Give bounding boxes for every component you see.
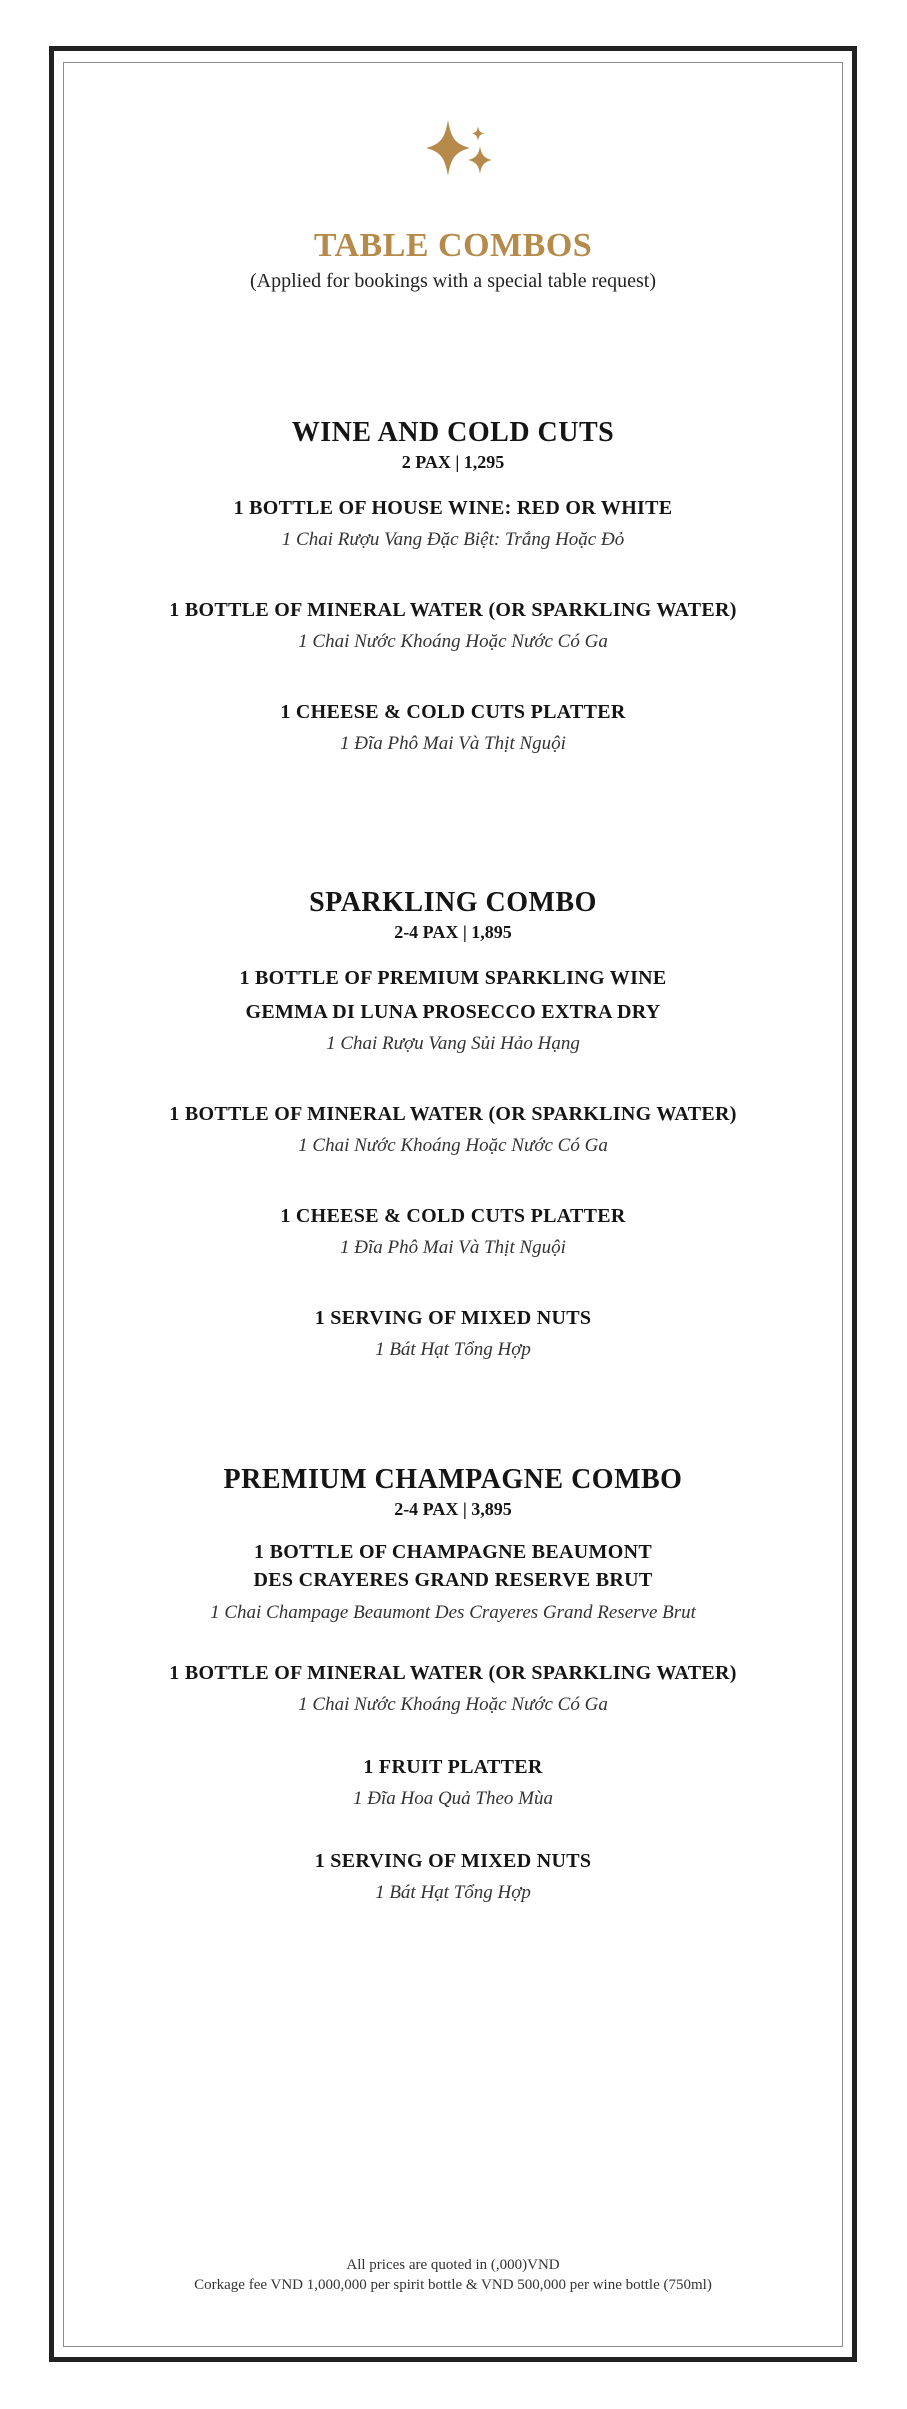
item-name: 1 SERVING OF MIXED NUTS xyxy=(314,1850,592,1872)
item-name: 1 BOTTLE OF MINERAL WATER (OR SPARKLING WATER) xyxy=(169,1103,737,1125)
combo-price: 2-4 PAX | 3,895 xyxy=(394,1499,512,1519)
combo-price: 2 PAX | 1,295 xyxy=(401,452,505,472)
combo-title: SPARKLING COMBO xyxy=(309,887,597,918)
item-translation: 1 Chai Rượu Vang Sủi Hảo Hạng xyxy=(326,1033,580,1054)
item-translation: 1 Chai Champage Beaumont Des Crayeres Grand Reserve Brut xyxy=(210,1602,696,1623)
combo-item xyxy=(63,1199,843,1263)
item-translation: 1 Chai Nước Khoáng Hoặc Nước Có Ga xyxy=(298,631,608,652)
combo-wine-and-cold-cuts xyxy=(63,417,843,759)
combo-sparkling xyxy=(63,887,843,1365)
footer-line-corkage: Corkage fee VND 1,000,000 per spirit bottle & VND 500,000 per wine bottle (750ml) xyxy=(194,2277,712,2293)
item-translation: 1 Đĩa Phô Mai Và Thịt Nguội xyxy=(340,1237,566,1258)
combo-title: PREMIUM CHAMPAGNE COMBO xyxy=(223,1464,683,1495)
item-name-line2: DES CRAYERES GRAND RESERVE BRUT xyxy=(253,1569,653,1591)
item-translation: 1 Đĩa Phô Mai Và Thịt Nguội xyxy=(340,733,566,754)
combo-item xyxy=(63,1844,843,1908)
page-subtitle: (Applied for bookings with a special table request) xyxy=(250,270,656,292)
item-name: 1 BOTTLE OF PREMIUM SPARKLING WINE xyxy=(239,967,667,989)
footer-line-prices: All prices are quoted in (,000)VND xyxy=(346,2257,560,2273)
combo-item xyxy=(63,1750,843,1814)
item-name: 1 CHEESE & COLD CUTS PLATTER xyxy=(280,701,626,723)
footer-note xyxy=(63,2255,843,2295)
item-translation: 1 Đĩa Hoa Quả Theo Mùa xyxy=(352,1788,554,1809)
combo-item xyxy=(63,1656,843,1720)
combo-premium-champagne xyxy=(63,1464,843,1908)
item-name: 1 FRUIT PLATTER xyxy=(363,1756,543,1778)
item-name: 1 BOTTLE OF MINERAL WATER (OR SPARKLING WATER) xyxy=(169,1662,737,1684)
item-translation: 1 Chai Nước Khoáng Hoặc Nước Có Ga xyxy=(298,1135,608,1156)
item-name: 1 BOTTLE OF HOUSE WINE: RED OR WHITE xyxy=(233,497,673,519)
combo-price: 2-4 PAX | 1,895 xyxy=(394,922,512,942)
combo-item xyxy=(63,695,843,759)
combo-item xyxy=(63,491,843,555)
item-translation: 1 Chai Rượu Vang Đặc Biệt: Trắng Hoặc Đỏ xyxy=(281,529,625,550)
combo-item xyxy=(63,1301,843,1365)
item-name: 1 SERVING OF MIXED NUTS xyxy=(314,1307,592,1329)
page-title: TABLE COMBOS xyxy=(313,227,593,264)
combo-title: WINE AND COLD CUTS xyxy=(291,417,615,448)
item-name-line2: GEMMA DI LUNA PROSECCO EXTRA DRY xyxy=(245,1001,661,1023)
sparkle-icon xyxy=(408,112,518,184)
combo-item xyxy=(63,593,843,657)
item-name: 1 CHEESE & COLD CUTS PLATTER xyxy=(280,1205,626,1227)
menu-page xyxy=(63,62,843,2347)
combo-item xyxy=(63,1538,843,1628)
item-name: 1 BOTTLE OF MINERAL WATER (OR SPARKLING WATER) xyxy=(169,599,737,621)
item-translation: 1 Bát Hạt Tổng Hợp xyxy=(375,1882,531,1903)
item-name: 1 BOTTLE OF CHAMPAGNE BEAUMONT xyxy=(254,1541,652,1563)
combo-item xyxy=(63,961,843,1059)
combo-item xyxy=(63,1097,843,1161)
item-translation: 1 Chai Nước Khoáng Hoặc Nước Có Ga xyxy=(298,1694,608,1715)
item-translation: 1 Bát Hạt Tổng Hợp xyxy=(375,1339,531,1360)
